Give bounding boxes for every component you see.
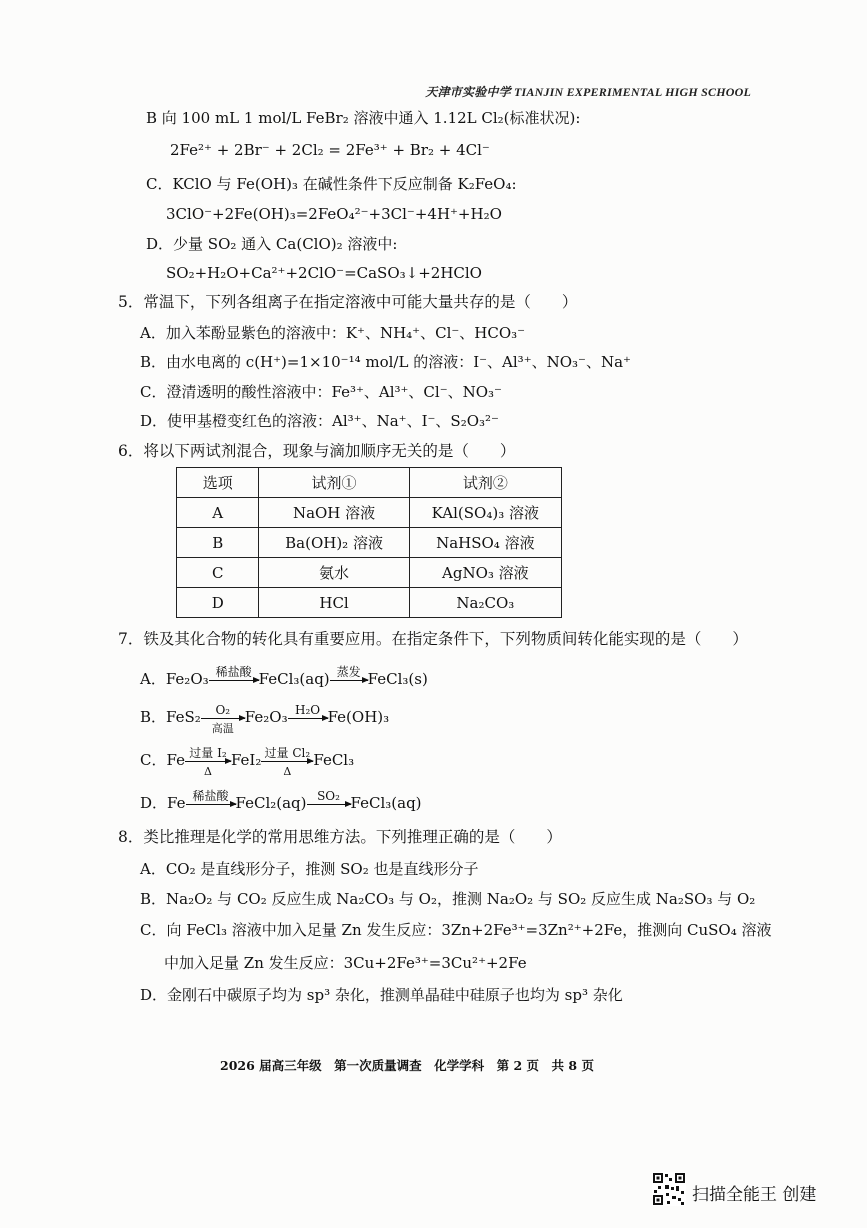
q4-option-b-equation: 2Fe²⁺ + 2Br⁻ + 2Cl₂ = 2Fe³⁺ + Br₂ + 4Cl⁻ (170, 141, 490, 159)
table-row (177, 588, 562, 618)
species: Fe (167, 794, 186, 812)
table-cell: C (177, 558, 259, 588)
arrow-condition: Δ (283, 765, 292, 778)
q5-option-a: A．加入苯酚显紫色的溶液中：K⁺、NH₄⁺、Cl⁻、HCO₃⁻ (140, 324, 526, 342)
q8-option-a: A．CO₂ 是直线形分子，推测 SO₂ 也是直线形分子 (140, 860, 479, 878)
arrow-condition: 过量 Cl₂ (264, 746, 311, 760)
table-row (177, 528, 562, 558)
q7-option-b (140, 703, 390, 735)
species: FeCl₃(s) (367, 670, 428, 688)
arrow-condition: 稀盐酸 (215, 665, 252, 679)
option-label: D． (140, 794, 168, 812)
scanner-watermark: 扫描全能王 创建 (692, 1185, 817, 1205)
q5-stem: 5．常温下，下列各组离子在指定溶液中可能大量共存的是（ ） (118, 293, 578, 311)
species: Fe₂O₃ (165, 670, 209, 688)
q8-option-c: C．向 FeCl₃ 溶液中加入足量 Zn 发生反应：3Zn+2Fe³⁺=3Zn²⁺+2Fe，推测向 CuSO₄ 溶液 (140, 921, 772, 939)
q4-option-c-equation: 3ClO⁻+2Fe(OH)₃=2FeO₄²⁻+3Cl⁻+4H⁺+H₂O (166, 205, 502, 223)
q4-option-c: C．KClO 与 Fe(OH)₃ 在碱性条件下反应制备 K₂FeO₄: (146, 175, 517, 193)
table-cell: 氨水 (259, 558, 409, 588)
arrow-condition: O₂ (215, 703, 231, 717)
q5-option-b: B．由水电离的 c(H⁺)=1×10⁻¹⁴ mol/L 的溶液：I⁻、Al³⁺、NO₃⁻、Na⁺ (140, 353, 631, 371)
table-cell: NaOH 溶液 (259, 498, 409, 528)
table-cell: A (177, 498, 259, 528)
q6-reagent-table (176, 467, 562, 618)
q7-option-c (140, 746, 355, 778)
table-header-row (177, 468, 562, 498)
option-label: A． (140, 670, 166, 688)
arrow-condition: 过量 I₂ (189, 746, 227, 760)
q5-option-c: C．澄清透明的酸性溶液中：Fe³⁺、Al³⁺、Cl⁻、NO₃⁻ (140, 383, 502, 401)
arrow-condition: 高温 (211, 722, 234, 735)
species: Fe (166, 751, 185, 769)
arrow-condition: SO₂ (317, 789, 340, 803)
table-row (177, 498, 562, 528)
arrow-condition: H₂O (295, 703, 321, 717)
species: FeI₂ (230, 751, 262, 769)
q6-stem: 6．将以下两试剂混合，现象与滴加顺序无关的是（ ） (118, 442, 516, 460)
option-label: C． (140, 751, 167, 769)
reaction-arrow (330, 665, 368, 689)
page-footer: 2026 届高三年级 第一次质量调查 化学学科 第 2 页 共 8 页 (220, 1058, 594, 1073)
reaction-arrow (307, 789, 351, 813)
species: FeCl₃(aq) (258, 670, 330, 688)
q4-option-b: B 向 100 mL 1 mol/L FeBr₂ 溶液中通入 1.12L Cl₂(标准状况): (146, 109, 581, 127)
reaction-arrow (288, 703, 328, 727)
table-cell: D (177, 588, 259, 618)
species: FeCl₂(aq) (235, 794, 307, 812)
table-cell: Ba(OH)₂ 溶液 (259, 528, 409, 558)
species: FeCl₃ (313, 751, 355, 769)
table-cell: KAl(SO₄)₃ 溶液 (409, 498, 561, 528)
q8-stem: 8．类比推理是化学的常用思维方法。下列推理正确的是（ ） (118, 828, 562, 846)
reaction-arrow (201, 703, 245, 735)
table-cell: HCl (259, 588, 409, 618)
species: Fe(OH)₃ (327, 708, 390, 726)
table-header-cell: 试剂① (259, 468, 409, 498)
school-header: 天津市实验中学 TIANJIN EXPERIMENTAL HIGH SCHOOL (425, 85, 751, 99)
q8-option-c-continued: 中加入足量 Zn 发生反应：3Cu+2Fe³⁺=3Cu²⁺+2Fe (164, 954, 527, 972)
reaction-arrow (261, 746, 313, 778)
q8-option-b: B．Na₂O₂ 与 CO₂ 反应生成 Na₂CO₃ 与 O₂，推测 Na₂O₂ 与 SO₂ 反应生成 Na₂SO₃ 与 O₂ (140, 890, 756, 908)
species: FeS₂ (166, 708, 201, 726)
reaction-arrow (185, 746, 231, 778)
reaction-arrow (209, 665, 259, 689)
table-row (177, 558, 562, 588)
table-header-cell: 试剂② (409, 468, 561, 498)
q8-option-d: D．金刚石中碳原子均为 sp³ 杂化，推测单晶硅中硅原子也均为 sp³ 杂化 (140, 986, 623, 1004)
q7-option-a (140, 665, 428, 689)
q5-option-d: D．使甲基橙变红色的溶液：Al³⁺、Na⁺、I⁻、S₂O₃²⁻ (140, 412, 499, 430)
q7-stem: 7．铁及其化合物的转化具有重要应用。在指定条件下，下列物质间转化能实现的是（ ） (118, 630, 748, 648)
reaction-arrow (186, 789, 236, 813)
table-cell: NaHSO₄ 溶液 (409, 528, 561, 558)
table-cell: Na₂CO₃ (409, 588, 561, 618)
option-label: B． (140, 708, 167, 726)
qr-code-icon (652, 1172, 686, 1206)
q7-option-d (140, 789, 422, 813)
arrow-condition: 稀盐酸 (192, 789, 229, 803)
arrow-condition: Δ (203, 765, 212, 778)
table-header-cell: 选项 (177, 468, 259, 498)
species: FeCl₃(aq) (350, 794, 422, 812)
table-cell: AgNO₃ 溶液 (409, 558, 561, 588)
species: Fe₂O₃ (244, 708, 288, 726)
q4-option-d: D．少量 SO₂ 通入 Ca(ClO)₂ 溶液中: (146, 235, 398, 253)
q4-option-d-equation: SO₂+H₂O+Ca²⁺+2ClO⁻=CaSO₃↓+2HClO (166, 264, 482, 282)
arrow-condition: 蒸发 (336, 665, 361, 679)
table-cell: B (177, 528, 259, 558)
